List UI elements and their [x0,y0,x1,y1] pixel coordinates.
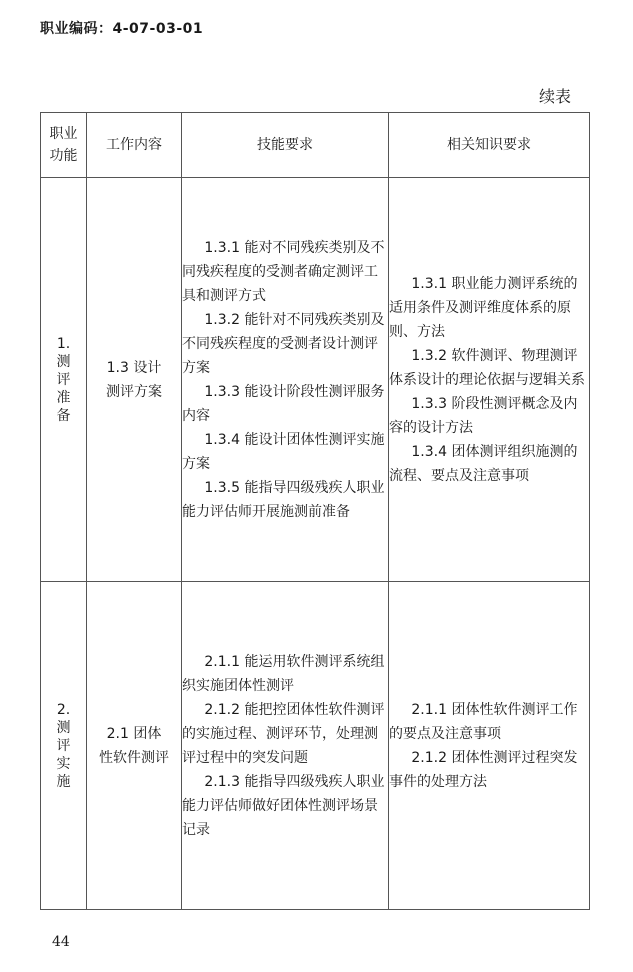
work-content-line2: 性软件测评 [99,749,169,766]
skill-item: 2.1.1 能运用软件测评系统组织实施团体性测评 [182,653,385,694]
skills-cell [182,178,389,582]
function-char: 测 [56,719,71,736]
knowledge-item: 1.3.4 团体测评组织施测的流程、要点及注意事项 [389,443,578,484]
header-skills: 技能要求 [182,113,389,178]
function-char: 测 [56,353,71,370]
skills-table [40,112,590,910]
skill-item: 1.3.3 能设计阶段性测评服务内容 [182,383,385,424]
skill-item: 1.3.4 能设计团体性测评实施方案 [182,431,385,472]
skill-item: 1.3.1 能对不同残疾类别及不同残疾程度的受测者确定测评工具和测评方式 [182,239,385,304]
skill-item: 2.1.3 能指导四级残疾人职业能力评估师做好团体性测评场景记录 [182,773,385,838]
skills-cell [182,582,389,910]
knowledge-item: 2.1.2 团体性测评过程突发事件的处理方法 [389,749,578,790]
function-char: 备 [56,407,71,424]
function-char: 评 [56,371,71,388]
knowledge-item: 1.3.1 职业能力测评系统的适用条件及测评维度体系的原则、方法 [389,275,578,340]
function-char: 施 [56,773,71,790]
header-function-line1: 职业 [49,126,78,142]
function-number: 2. [56,701,71,718]
function-cell [41,178,87,582]
table-row [41,178,590,582]
page-number: 44 [52,934,70,950]
knowledge-cell [389,178,590,582]
header-function-line2: 功能 [49,148,78,164]
function-cell [41,582,87,910]
header-function [41,113,87,178]
work-content-cell [87,178,182,582]
skill-item: 1.3.5 能指导四级残疾人职业能力评估师开展施测前准备 [182,479,385,520]
knowledge-item: 1.3.3 阶段性测评概念及内容的设计方法 [389,395,578,436]
work-content-line2: 测评方案 [106,383,162,400]
table-row [41,582,590,910]
function-char: 评 [56,737,71,754]
knowledge-cell [389,582,590,910]
function-char: 准 [56,389,71,406]
function-char: 实 [56,755,71,772]
function-number: 1. [56,335,71,352]
skill-item: 1.3.2 能针对不同残疾类别及不同残疾程度的受测者设计测评方案 [182,311,385,376]
work-content-line1: 2.1 团体 [106,725,162,742]
knowledge-item: 2.1.1 团体性软件测评工作的要点及注意事项 [389,701,578,742]
work-content-line1: 1.3 设计 [106,359,162,376]
continued-label: 续表 [538,87,571,106]
occupation-code: 职业编码：4-07-03-01 [40,21,204,37]
knowledge-item: 1.3.2 软件测评、物理测评体系设计的理论依据与逻辑关系 [389,347,585,388]
header-content: 工作内容 [87,113,182,178]
work-content-cell [87,582,182,910]
skill-item: 2.1.2 能把控团体性软件测评的实施过程、测评环节，处理测评过程中的突发问题 [182,701,385,766]
table-header-row [41,113,590,178]
header-knowledge: 相关知识要求 [389,113,590,178]
